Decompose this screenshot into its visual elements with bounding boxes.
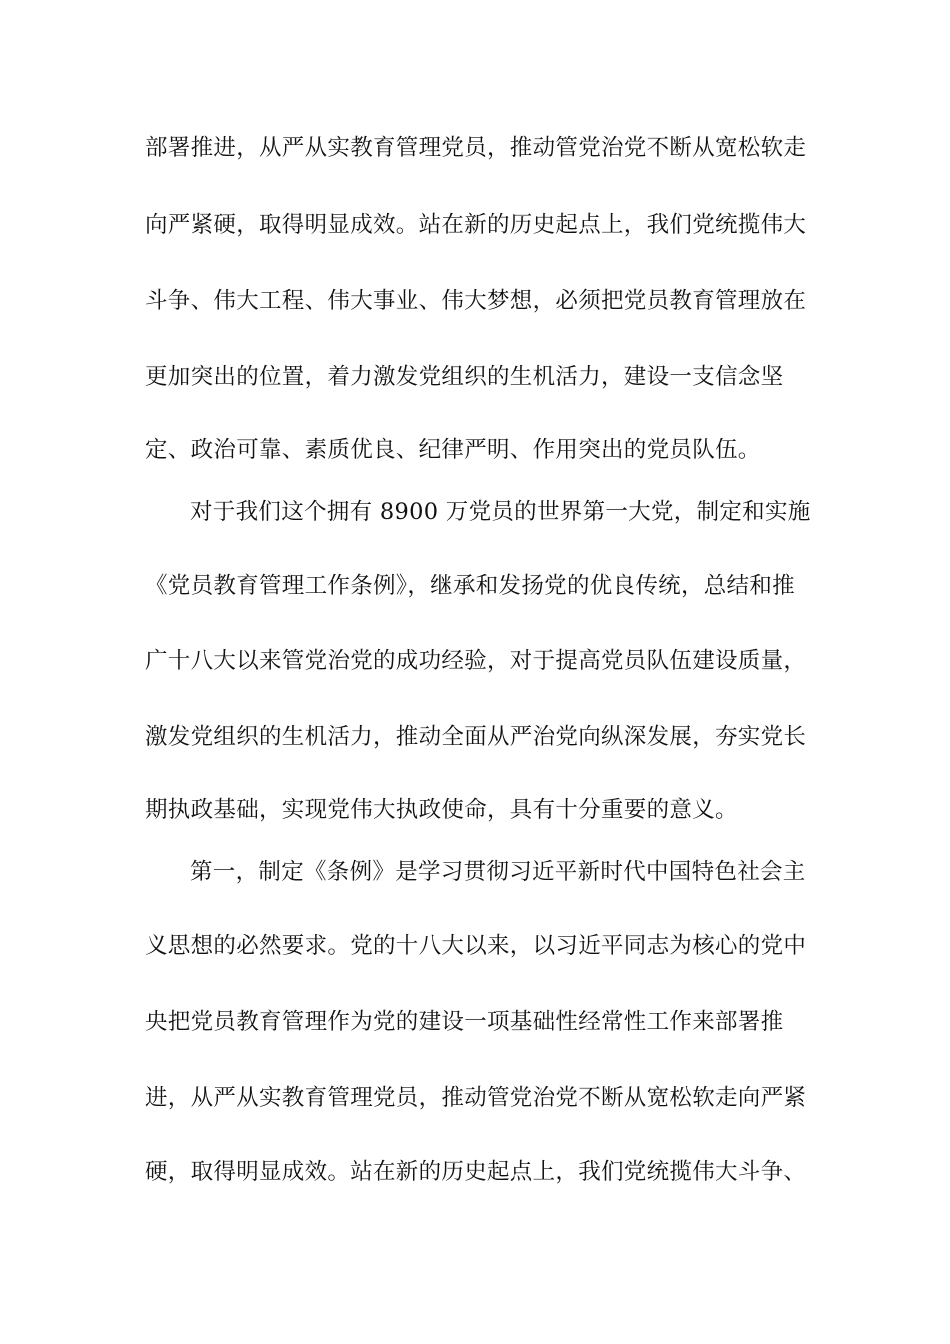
text-line: 硬，取得明显成效。站在新的历史起点上，我们党统揽伟大斗争、	[145, 1159, 807, 1185]
text-line: 斗争、伟大工程、伟大事业、伟大梦想，必须把党员教育管理放在	[145, 288, 807, 314]
text-line: 《党员教育管理工作条例》，继承和发扬党的优良传统，总结和推	[145, 573, 795, 599]
text-line: 央把党员教育管理作为党的建设一项基础性经常性工作来部署推	[145, 1009, 784, 1035]
paragraph-first-line: 对于我们这个拥有 8900 万党员的世界第一大党，制定和实施	[190, 499, 811, 525]
text-line: 激发党组织的生机活力，推动全面从严治党向纵深发展，夯实党长	[145, 724, 807, 750]
text-line: 定、政治可靠、素质优良、纪律严明、作用突出的党员队伍。	[145, 437, 761, 463]
text-line: 更加突出的位置，着力激发党组织的生机活力，建设一支信念坚	[145, 364, 784, 390]
text-line: 义思想的必然要求。党的十八大以来，以习近平同志为核心的党中	[145, 933, 807, 959]
text-line: 部署推进，从严从实教育管理党员，推动管党治党不断从宽松软走	[145, 135, 807, 161]
paragraph-first-line: 第一，制定《条例》是学习贯彻习近平新时代中国特色社会主	[190, 859, 806, 885]
text-line: 期执政基础，实现党伟大执政使命，具有十分重要的意义。	[145, 797, 738, 823]
text-line: 进，从严从实教育管理党员，推动管党治党不断从宽松软走向严紧	[145, 1085, 807, 1111]
text-line: 向严紧硬，取得明显成效。站在新的历史起点上，我们党统揽伟大	[145, 212, 807, 238]
text-line: 广十八大以来管党治党的成功经验，对于提高党员队伍建设质量，	[145, 648, 807, 674]
